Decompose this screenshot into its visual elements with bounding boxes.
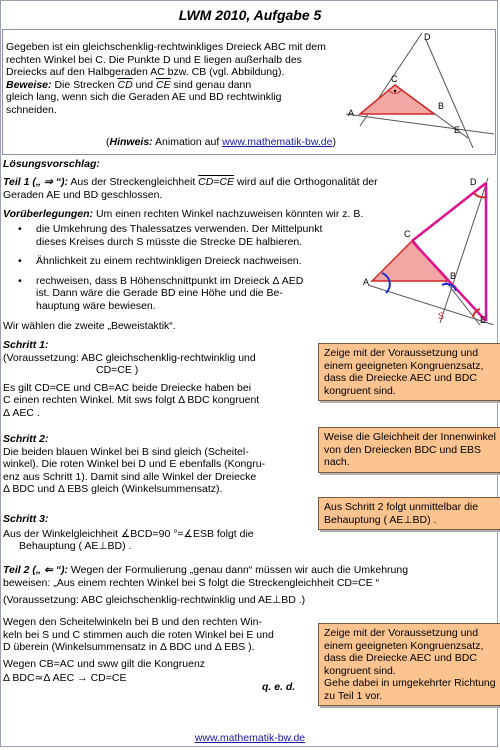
figure-1 bbox=[340, 30, 495, 148]
label-a: A bbox=[348, 108, 355, 118]
label-b: B bbox=[450, 271, 457, 281]
red-angle-d bbox=[474, 193, 486, 197]
line-bd bbox=[426, 40, 473, 148]
list-item: • die Umkehrung des Thalessatzes verwenden. Der Mittelpunkt bbox=[0, 223, 360, 236]
solution-heading: Lösungsvorschlag: bbox=[3, 158, 100, 170]
bullet-list bbox=[0, 223, 360, 313]
figure-2 bbox=[360, 173, 498, 325]
hinweis-line: (Hinweis: Animation auf www.mathematik-bw.de) bbox=[106, 136, 336, 148]
teil2-proof: Wegen den Scheitelwinkeln bei B und den rechten Win- keln bei S und C stimmen auch die roten Winkel bei E und D überein (Winkelsummensatz in Δ BDC und Δ EBS ). Wegen CB=AC und sww gilt die Kongruenz Δ BDC≃Δ AEC → CD=CE bbox=[3, 616, 274, 685]
teil1-text: Teil 1 („ ⇒ “): Aus der Streckengleichheit CD=CE wird auf die Orthogonalität der Geraden AE und BD geschlossen. bbox=[3, 176, 378, 201]
qed: q. e. d. bbox=[262, 681, 296, 693]
label-a: A bbox=[363, 277, 370, 287]
label-c: C bbox=[391, 74, 398, 84]
teil2: Teil 2 („ ⇐ “): Wegen der Formulierung „genau dann“ müssen wir auch die Umkehrung beweisen: „Aus einem rechten Winkel bei S folgt die Streckengleichheit CD=CE “ (Voraussetzung: ABC gleichschenklig-rechtwinklig und AE⊥BD .) bbox=[3, 564, 409, 607]
line-ae bbox=[346, 114, 494, 134]
label-d: D bbox=[424, 32, 431, 42]
list-item: • rechweisen, dass B Höhenschnittpunkt im Dreieck Δ AED bbox=[0, 275, 360, 288]
schritt2: Schritt 2: Die beiden blauen Winkel bei B sind gleich (Scheitel- winkel). Die roten Winkel bei D und E ebenfalls (Kongru- enz aus Schritt 1). Damit sind alle Winkel der Dreiecke Δ BDC und Δ EBS gleich (Winkelsummensatz). bbox=[3, 433, 266, 496]
footer-link[interactable]: www.mathematik-bw.de bbox=[194, 732, 306, 744]
list-item-cont: dieses Kreises durch S müsste die Strecke DE halbieren. bbox=[36, 235, 303, 248]
triangle-abc bbox=[372, 241, 448, 281]
hint-box-4: Zeige mit der Voraussetzung und einem geeigneten Kongruenzsatz, dass die Dreiecke AEC und BDC kongruent sind. Gehe dabei in umgekehrter Richtung zu Teil 1 vor. bbox=[318, 623, 500, 706]
label-d: D bbox=[470, 177, 477, 187]
vorueberlegungen: Vorüberlegungen: Um einen rechten Winkel nachzuweisen könnten wir z. B. bbox=[3, 208, 364, 220]
list-item-cont: hauptung wäre bewiesen. bbox=[36, 299, 156, 312]
hinweis-link[interactable]: www.mathematik-bw.de bbox=[222, 136, 333, 148]
hint-box-1: Zeige mit der Voraussetzung und einem geeigneten Kongruenzsatz, dass die Dreiecke AEC und BDC kongruent sind. bbox=[318, 343, 500, 401]
hint-box-2: Weise die Gleichheit der Innenwinkel von den Dreiecken BDC und EBS nach. bbox=[318, 427, 500, 473]
hint-box-3: Aus Schritt 2 folgt unmittelbar die Behauptung ( AE⊥BD) . bbox=[318, 497, 500, 530]
label-e: E bbox=[480, 315, 487, 325]
list-item-cont: ist. Dann wäre die Gerade BD eine Höhe und die Be- bbox=[36, 287, 283, 300]
task-text: Gegeben ist ein gleichschenklig-rechtwinkliges Dreieck ABC mit dem rechten Winkel bei C. Die Punkte D und E liegen außerhalb des Dreiecks auf den Halbgeraden AC bzw. CB (vgl. Abbildung). Beweise: Die Strecken $\overline{CD}$ und $\overline{CE}$ sind genau dann gleich lang, wenn sich die Geraden AE und BD rechtwinklig schneiden. bbox=[6, 41, 326, 116]
segment-cd bbox=[412, 183, 486, 241]
label-c: C bbox=[404, 229, 411, 239]
page-title: LWM 2010, Aufgabe 5 bbox=[178, 7, 322, 23]
schritt1: Schritt 1: (Voraussetzung: ABC gleichschenklig-rechtwinklig und CD=CE ) Es gilt CD=CE und CB=AC beide Dreiecke haben bei C einen rechten Winkel. Mit sws folgt Δ BDC kongruent Δ AEC . bbox=[3, 339, 260, 419]
list-item: • Ähnlichkeit zu einem rechtwinkligen Dreieck nachweisen. bbox=[0, 255, 360, 268]
triangle-abc bbox=[360, 85, 434, 114]
schritt3: Schritt 3: Aus der Winkelgleichheit ∡BCD=90 °=∡ESB folgt die Behauptung ( AE⊥BD) . bbox=[3, 513, 254, 553]
label-s: S bbox=[438, 311, 445, 321]
label-b: B bbox=[438, 101, 445, 111]
label-e: E bbox=[454, 125, 461, 135]
wir-waehlen: Wir wählen die zweite „Beweistaktik“. bbox=[3, 320, 176, 332]
